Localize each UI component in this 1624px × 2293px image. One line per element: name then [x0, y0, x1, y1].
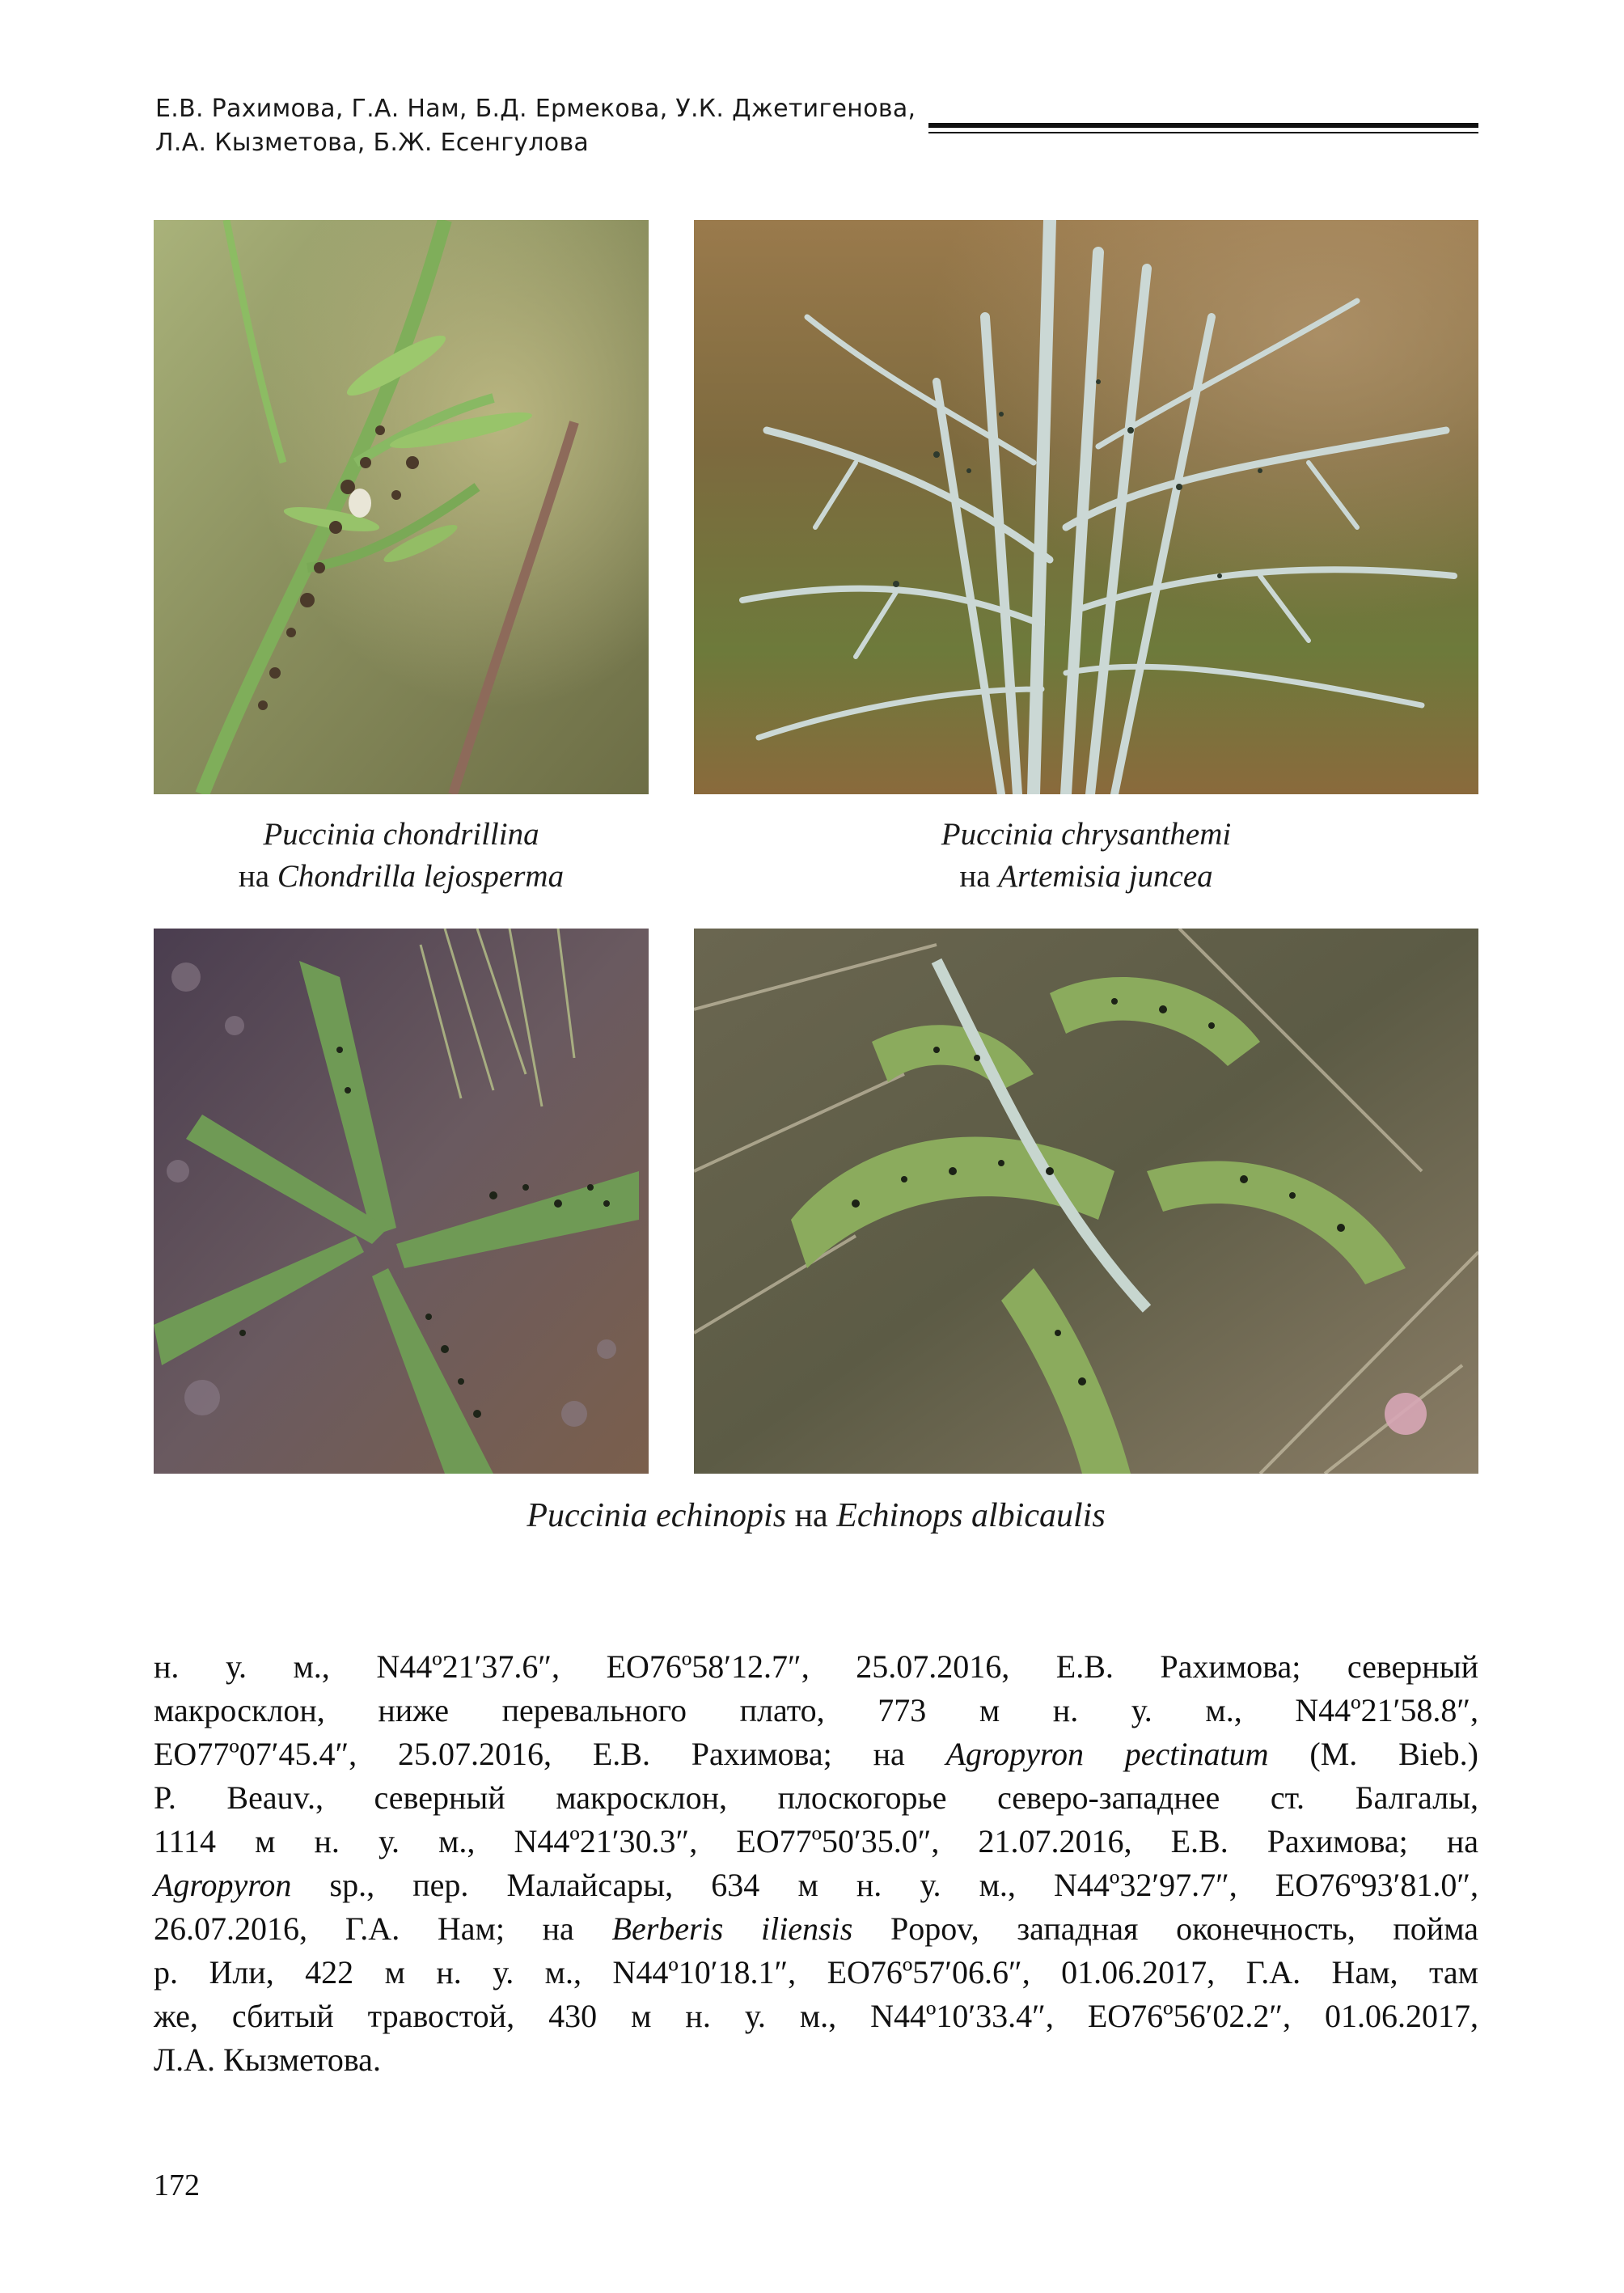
body-line-9: же, сбитый травостой, 430 м н. у. м., N44º10′33.4″, EO76º56′02.2″, 01.06.2017,	[154, 1998, 1478, 2034]
body-line-3-a: EO77º07′45.4″, 25.07.2016, Е.В. Рахимова; на	[154, 1736, 946, 1772]
body-line-8: р. Или, 422 м н. у. м., N44º10′18.1″, EO76º57′06.6″, 01.06.2017, Г.А. Нам, там	[154, 1954, 1478, 1991]
body-line-6	[154, 1864, 1478, 1907]
photo-puccinia-echinopis-rosette	[154, 929, 649, 1474]
caption-1-species: Puccinia chondrillina	[263, 817, 539, 852]
body-line-6-b: sp., пер. Малайсары, 634 м н. у. м., N44º32′97.7″, EO76º93′81.0″,	[291, 1867, 1478, 1903]
header-rule-thick	[928, 123, 1478, 128]
body-line-1: н. у. м., N44º21′37.6″, EO76º58′12.7″, 25.07.2016, Е.В. Рахимова; северный	[154, 1648, 1478, 1685]
authors-line-1: Е.В. Рахимова, Г.А. Нам, Б.Д. Ермекова, У.К. Джетигенова,	[155, 95, 916, 123]
caption-1-prep: на	[238, 859, 270, 894]
body-line-5: 1114 м н. у. м., N44º21′30.3″, EO77º50′35.0″, 21.07.2016, Е.В. Рахимова; на	[154, 1823, 1478, 1859]
body-line-7	[154, 1907, 1478, 1951]
body-line-2: макросклон, ниже перевального плато, 773 м н. у. м., N44º21′58.8″,	[154, 1692, 1478, 1728]
body-line-7-a: 26.07.2016, Г.А. Нам; на	[154, 1910, 612, 1947]
page-number: 172	[154, 2168, 200, 2202]
caption-figure-2	[694, 814, 1478, 898]
body-line-7-taxon: Berberis iliensis	[611, 1910, 853, 1947]
authors-line-2: Л.А. Кызметова, Б.Ж. Есенгулова	[155, 129, 590, 157]
caption-1-host: Chondrilla lejosperma	[277, 859, 565, 894]
body-line-6-taxon: Agropyron	[154, 1867, 292, 1903]
body-line-10: Л.А. Кызметова.	[154, 2041, 381, 2078]
photo-puccinia-echinopis-leaves	[694, 929, 1478, 1474]
caption-3-species: Puccinia echinopis	[527, 1497, 787, 1534]
caption-2-prep: на	[959, 859, 991, 894]
caption-figure-1	[154, 814, 649, 898]
photo-puccinia-chrysanthemi	[694, 220, 1478, 794]
body-paragraph	[154, 1645, 1478, 2082]
authors-header	[155, 92, 932, 160]
body-line-7-c: Popov, западная оконечность, пойма	[852, 1910, 1479, 1947]
body-line-3	[154, 1732, 1478, 1776]
caption-2-host: Artemisia juncea	[998, 859, 1213, 894]
header-rule-thin	[928, 132, 1478, 133]
caption-figure-3	[154, 1495, 1478, 1537]
body-line-4: P. Beauv., северный макросклон, плоскогорье северо-западнее ст. Балгалы,	[154, 1779, 1478, 1816]
caption-2-species: Puccinia chrysanthemi	[941, 817, 1232, 852]
body-line-3-c: (M. Bieb.)	[1268, 1736, 1478, 1772]
caption-3-prep: на	[794, 1497, 828, 1534]
body-line-3-taxon: Agropyron pectinatum	[945, 1736, 1269, 1772]
photo-puccinia-chondrillina	[154, 220, 649, 794]
caption-3-host: Echinops albicaulis	[836, 1497, 1106, 1534]
